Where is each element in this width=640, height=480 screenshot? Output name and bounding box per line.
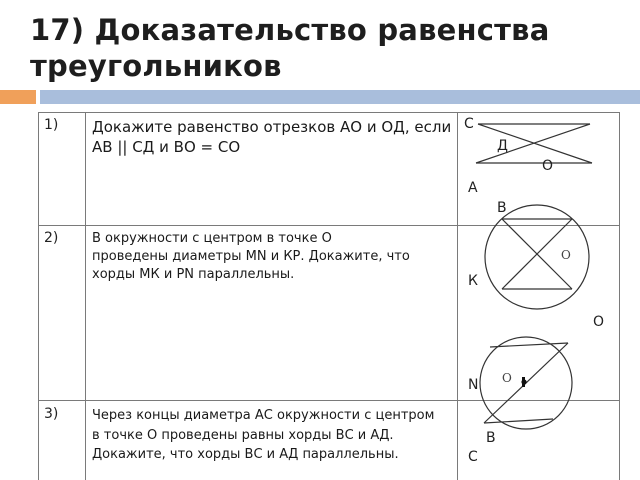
fig3-label-c: С [468, 449, 478, 465]
fig3-label-b: В [486, 430, 496, 446]
task-text-1: Докажите равенство отрезков АО и ОД, если АВ || СД и ВО = СО [92, 118, 452, 156]
row-number-1: 1) [44, 117, 59, 133]
row-number-2: 2) [44, 230, 59, 246]
fig2-label-k: К [468, 273, 478, 289]
row-number-3: 3) [44, 406, 59, 422]
task-text-2: В окружности с центром в точке О проведены диаметры MN и КР. Докажите, что хорды МК и PN параллельны. [92, 231, 410, 282]
fig2-label-center-o: O [561, 248, 571, 262]
fig1-label-c: С [464, 116, 474, 132]
fig3-chord-bottom [484, 419, 553, 423]
fig1-label-d: Д [497, 138, 508, 154]
fig1-diagonal-1 [478, 124, 592, 163]
fig1-label-b: В [497, 200, 507, 216]
task-text-3: Через концы диаметра АС окружности с центром в точке О проведены равны хорды ВС и АД. Докажите, что хорды ВС и АД параллельны. [92, 408, 435, 462]
fig1-label-a: А [468, 180, 478, 196]
fig3-center-mark [522, 377, 525, 387]
fig3-label-center-o: O [502, 371, 512, 385]
fig2-label-n: N [468, 377, 479, 393]
figure-2-circle-diameters [485, 205, 589, 309]
fig2-label-o-outer: О [593, 314, 605, 330]
fig2-circle [485, 205, 589, 309]
fig1-label-o: О [542, 158, 554, 174]
slide-title: 17) Доказательство равенства треугольников [30, 13, 550, 83]
figure-1-parallel-segments [476, 124, 592, 163]
fig1-diagonal-2 [476, 124, 590, 163]
